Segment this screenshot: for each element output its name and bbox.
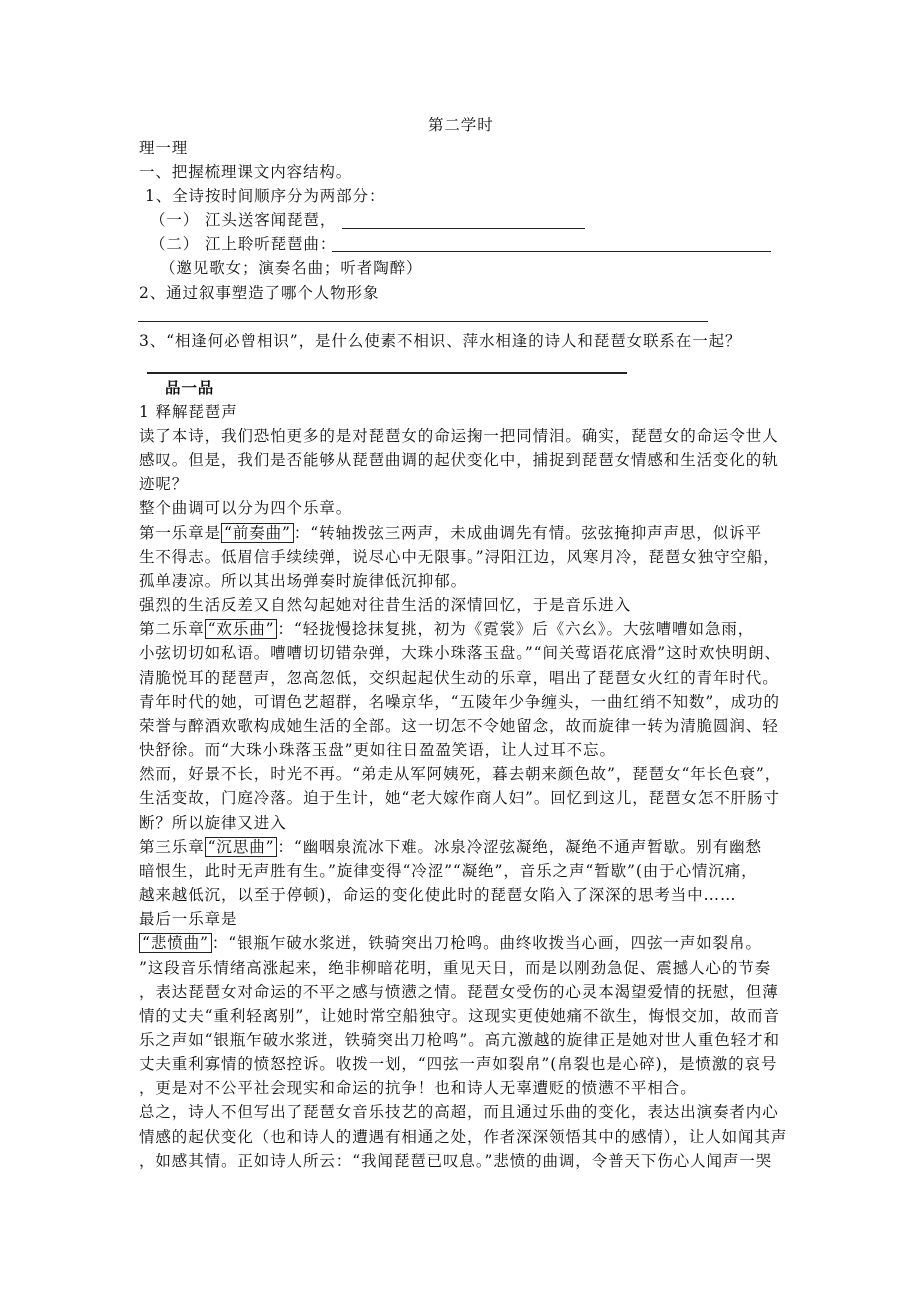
subsection-heading: 1 释解琵琶声 (139, 403, 238, 421)
chapter-text: ：“转轴拨弦三两声，未成曲调先有情。弦弦掩抑声声思，似诉平 (293, 523, 762, 542)
text-line (139, 837, 762, 857)
boxed-chapter-title: “悲愤曲” (139, 933, 212, 953)
chapter-text: ：“银瓶乍破水浆迸，铁骑突出刀枪鸣。曲终收拨当心画，四弦一声如裂帛。 (211, 934, 762, 953)
answer-blank-4[interactable] (147, 372, 627, 374)
text-line: 越来越低沉，以至于停顿)，命运的变化使此时的琵琶女陷入了深深的思考当中…… (139, 886, 737, 905)
text-line: 感叹。但是，我们是否能够从琵琶曲调的起伏变化中，捕捉到琵琶女情感和生活变化的轨 (139, 451, 779, 470)
section-heading: 理一理 (139, 139, 189, 157)
text-line: 总之，诗人不但写出了琵琶女音乐技艺的高超，而且通过乐曲的变化，表达出演奏者内心 (139, 1103, 779, 1122)
text-line: ，如感其情。正如诗人所云：“我闻琵琶已叹息。”悲愤的曲调，令普天下伤心人闻声一哭 (139, 1151, 773, 1170)
boxed-chapter-title: “欢乐曲” (205, 619, 278, 639)
chapter-label: 第一乐章是 (139, 523, 222, 542)
text-line: 小弦切切如私语。嘈嘈切切错杂弹，大珠小珠落玉盘。”“间关莺语花底滑”这时欢快明朗、 (139, 644, 781, 663)
question-1: 1、全诗按时间顺序分为两部分： (145, 187, 386, 205)
text-line: 乐之声如“银瓶乍破水浆迸，铁骑突出刀枪鸣”。高亢激越的旋律正是她对世人重色轻才和 (139, 1031, 780, 1049)
question-1-part-1: （一） 江头送客闻琵琶， (150, 211, 337, 229)
text-line: ”这段音乐情绪高涨起来，绝非柳暗花明，重见天日，而是以刚劲急促、震撼人心的节奏 (139, 958, 772, 977)
text-line: ，更是对不公平社会现实和命运的抗争！也和诗人无辜遭贬的愤懑不平相合。 (139, 1079, 697, 1098)
chapter-label: 第二乐章 (139, 620, 205, 639)
question-2: 2、通过叙事塑造了哪个人物形象 (139, 284, 380, 302)
question-1-note: （邀见歌女；演奏名曲；听者陶醉） (160, 259, 423, 277)
text-line: 最后一乐章是 (139, 910, 238, 929)
boxed-chapter-title: “沉思曲” (205, 837, 278, 857)
text-line: 生不得志。低眉信手续续弹，说尽心中无限事。”浔阳江边，风寒月冷，琵琶女独守空船， (139, 547, 780, 566)
section-heading-2: 品一品 (165, 378, 215, 397)
text-line: 断？所以旋律又进入 (139, 813, 287, 832)
text-line: 整个曲调可以分为四个乐章。 (139, 499, 353, 518)
text-line: 读了本诗，我们恐怕更多的是对琵琶女的命运掬一把同情泪。确实，琵琶女的命运令世人 (139, 427, 779, 445)
text-line: ，表达琵琶女对命运的不平之感与愤懑之情。琵琶女受伤的心灵本渴望爱情的抚慰，但薄 (139, 982, 779, 1001)
question-3: 3、“相逢何必曾相识”，是什么使素不相识、萍水相逢的诗人和琵琶女联系在一起？ (139, 332, 742, 350)
text-line: 迹呢？ (139, 475, 189, 494)
text-line (139, 933, 762, 953)
item-heading: 一、把握梳理课文内容结构。 (139, 163, 353, 181)
question-1-part-2: （二） 江上聆听琵琶曲： (150, 235, 337, 253)
answer-blank-1[interactable] (342, 228, 585, 229)
text-line: 丈夫重利寡情的愤怒控诉。收拨一划，“四弦一声如裂帛”(帛裂也是心碎)，是愤激的哀号 (139, 1055, 778, 1074)
page-title: 第二学时 (428, 116, 494, 134)
text-line: 强烈的生活反差又自然勾起她对往昔生活的深情回忆，于是音乐进入 (139, 596, 632, 615)
text-line: 情感的起伏变化（也和诗人的遭遇有相通之处，作者深深领悟其中的感情），让人如闻其声 (139, 1127, 788, 1146)
text-line: 快舒徐。而“大珠小珠落玉盘”更如往日盈盈笑语，让人过耳不忘。 (139, 741, 616, 760)
text-line: 然而，好景不长，时光不再。“弟走从军阿姨死，暮去朝来颜色故”，琵琶女“年长色衰”， (139, 765, 782, 784)
text-line: 生活变故，门庭冷落。迫于生计，她“老大嫁作商人妇”。回忆到这儿，琵琶女怎不肝肠寸 (139, 789, 780, 808)
chapter-text: ：“轻拢慢捻抹复挑，初为《霓裳》后《六幺》。大弦嘈嘈如急雨， (277, 620, 755, 639)
chapter-text: ：“幽咽泉流冰下难。冰泉冷涩弦凝绝，凝绝不通声暂歇。别有幽愁 (277, 837, 762, 856)
chapter-label: 第三乐章 (139, 837, 205, 856)
answer-blank-3[interactable] (138, 321, 708, 322)
text-line: 清脆悦耳的琵琶声，忽高忽低，交织起起伏生动的乐章，唱出了琵琶女火红的青年时代。 (139, 668, 779, 687)
text-line: 荣誉与醉酒欢歌构成她生活的全部。这一切怎不令她留念，故而旋律一转为清脆圆润、轻 (139, 716, 779, 735)
text-line: 孤单凄凉。所以其出场弹奏时旋律低沉抑郁。 (139, 571, 468, 590)
text-line: 情的丈夫“重利轻离别”，让她时常空船独守。这现实更使她痛不欲生，悔恨交加，故而音 (139, 1006, 780, 1025)
answer-blank-2[interactable] (332, 251, 771, 252)
boxed-chapter-title: “前奏曲” (221, 523, 294, 543)
text-line: 暗恨生，此时无声胜有生。”旋律变得“冷涩”“凝绝”，音乐之声“暂歇”(由于心情沉痛， (139, 861, 758, 880)
text-line (139, 619, 754, 639)
text-line (139, 523, 762, 543)
text-line: 青年时代的她，可谓色艺超群，名噪京华，“五陵年少争缠头，一曲红绡不知数”，成功的 (139, 692, 780, 711)
